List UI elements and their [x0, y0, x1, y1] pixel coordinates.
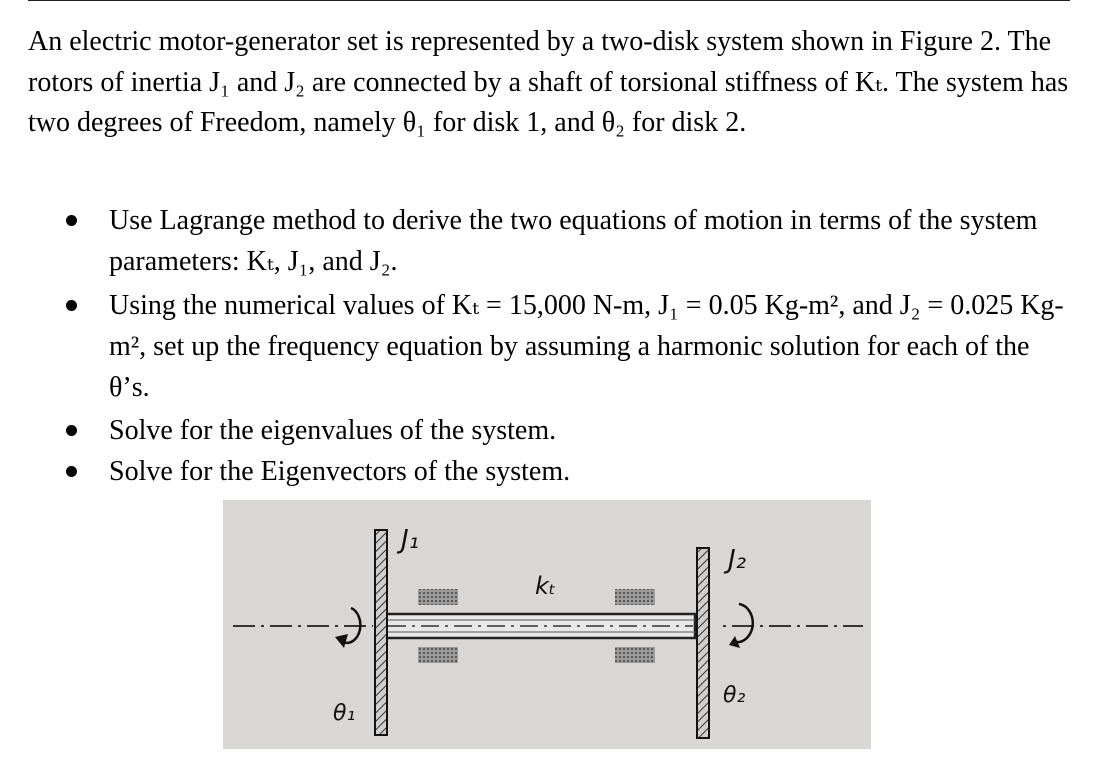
bullet-icon: [66, 425, 77, 436]
label-kt: kₜ: [535, 572, 556, 600]
rotation-arrow-theta2: [735, 604, 753, 642]
task-item: [66, 200, 1076, 282]
bullet-icon: [66, 300, 77, 311]
task-item: [66, 285, 1076, 408]
label-j2: J₂: [728, 545, 747, 575]
disk-2: [697, 548, 709, 738]
task-item: [66, 410, 1076, 451]
arrowhead-icon: [335, 634, 348, 648]
task-list: [66, 200, 1076, 492]
label-theta2: θ₂: [723, 683, 746, 708]
two-disk-system-figure: [223, 500, 871, 749]
task-text: Solve for the eigenvalues of the system.: [109, 415, 557, 446]
bearing-left-bottom: [418, 647, 458, 663]
disk-1: [375, 530, 387, 735]
bearing-right-bottom: [615, 647, 655, 663]
task-text: Using the numerical values of Kₜ = 15,000 N-m, J₁ = 0.05 Kg-m², and J₂ = 0.025 Kg-m², set up the frequency equation by assuming a harmonic solution for each of the θ’s.: [109, 290, 1064, 403]
label-theta1: θ₁: [333, 701, 356, 726]
figure-drawing: [223, 500, 871, 749]
task-item: [66, 451, 1076, 492]
bullet-icon: [66, 466, 77, 477]
task-text: Solve for the Eigenvectors of the system.: [109, 456, 571, 487]
problem-intro: An electric motor-generator set is represented by a two-disk system shown in Figure 2. The rotors of inertia J₁ and J₂ are connected by a shaft of torsional stiffness of Kₜ. The system has two degrees of Freedom, namely θ₁ for disk 1, and θ₂ for disk 2.: [28, 26, 1069, 138]
bullet-icon: [66, 215, 77, 226]
bearing-left-top: [418, 589, 458, 605]
top-rule: [28, 0, 1070, 1]
task-text: Use Lagrange method to derive the two equations of motion in terms of the system parameters: Kₜ, J₁, and J₂.: [109, 205, 1038, 277]
bearing-right-top: [615, 589, 655, 605]
label-j1: J₁: [401, 525, 420, 555]
